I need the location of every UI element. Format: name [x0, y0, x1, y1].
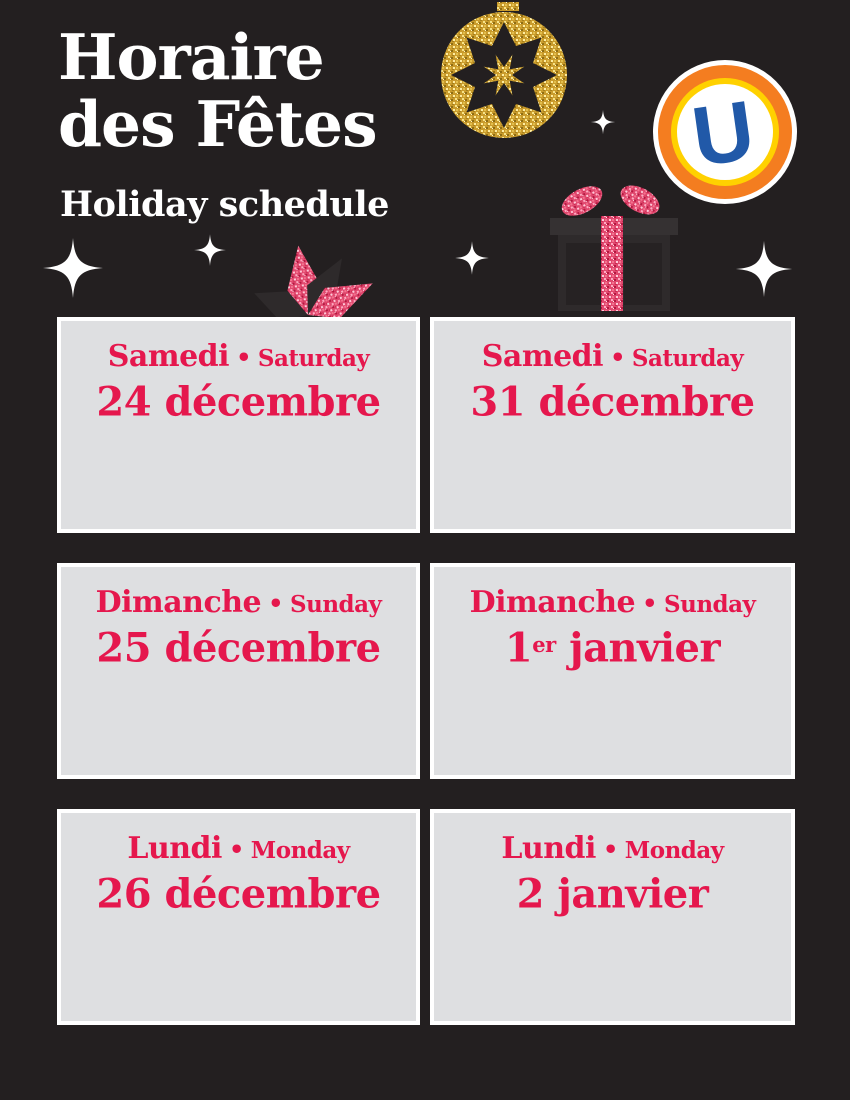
card-day-line [434, 340, 791, 376]
card-date [61, 868, 416, 917]
bullet-separator: • [610, 343, 625, 372]
date-text: 24 décembre [96, 378, 381, 426]
card-day-line [61, 340, 416, 376]
day-english: Saturday [631, 345, 744, 372]
date-text: 25 décembre [96, 624, 381, 672]
day-french: Samedi [107, 339, 230, 374]
day-french: Samedi [481, 339, 604, 374]
bullet-separator: • [236, 343, 251, 372]
card-lundi-26-decembre [57, 809, 420, 1025]
card-date [61, 622, 416, 671]
gift-panel-left [566, 243, 604, 305]
gift-bow-right [616, 180, 664, 220]
day-french: Lundi [501, 831, 596, 866]
logo-letter-u: U [686, 82, 760, 185]
bullet-separator: • [642, 589, 657, 618]
card-date [434, 622, 791, 671]
day-english: Saturday [257, 345, 370, 372]
gift-box-icon [548, 180, 680, 312]
date-superscript: er [532, 632, 556, 657]
page-subtitle-english: Holiday schedule [60, 184, 389, 225]
sparkle-icon [41, 236, 105, 300]
sparkle-icon [734, 239, 794, 299]
card-dimanche-25-decembre [57, 563, 420, 779]
card-date [61, 376, 416, 425]
bullet-separator: • [268, 589, 283, 618]
sparkle-icon [454, 240, 490, 276]
sparkle-icon [193, 233, 227, 267]
ornament-cap [497, 2, 519, 11]
gift-bow-left [557, 180, 607, 222]
bullet-separator: • [228, 835, 244, 864]
day-english: Monday [250, 837, 350, 864]
day-french: Dimanche [469, 585, 636, 620]
card-date [434, 376, 791, 425]
day-french: Dimanche [95, 585, 262, 620]
day-english: Sunday [290, 591, 382, 618]
date-text: 31 décembre [470, 378, 755, 426]
title-line-french-2: des Fêtes [58, 87, 377, 161]
card-date [434, 868, 791, 917]
card-day-line [434, 586, 791, 622]
bullet-separator: • [602, 835, 618, 864]
gift-panel-right [624, 243, 662, 305]
schedule-cards-grid [57, 317, 795, 1025]
date-text-suffix: janvier [555, 624, 721, 672]
sparkle-icon [590, 109, 616, 135]
card-dimanche-1er-janvier [430, 563, 795, 779]
date-text: 2 janvier [516, 870, 709, 918]
date-text: 1 [504, 624, 533, 672]
card-day-line [61, 586, 416, 622]
day-english: Monday [624, 837, 724, 864]
date-text: 26 décembre [96, 870, 381, 918]
card-samedi-24-decembre [57, 317, 420, 533]
ornament-bauble-icon [441, 0, 581, 145]
card-samedi-31-decembre [430, 317, 795, 533]
card-day-line [61, 832, 416, 868]
title-line-french-1: Horaire [58, 20, 324, 94]
card-lundi-2-janvier [430, 809, 795, 1025]
card-day-line [434, 832, 791, 868]
day-english: Sunday [664, 591, 756, 618]
poinsettia-petals-icon [230, 233, 400, 317]
day-french: Lundi [127, 831, 222, 866]
gift-ribbon [601, 216, 623, 311]
page-title [58, 20, 377, 161]
